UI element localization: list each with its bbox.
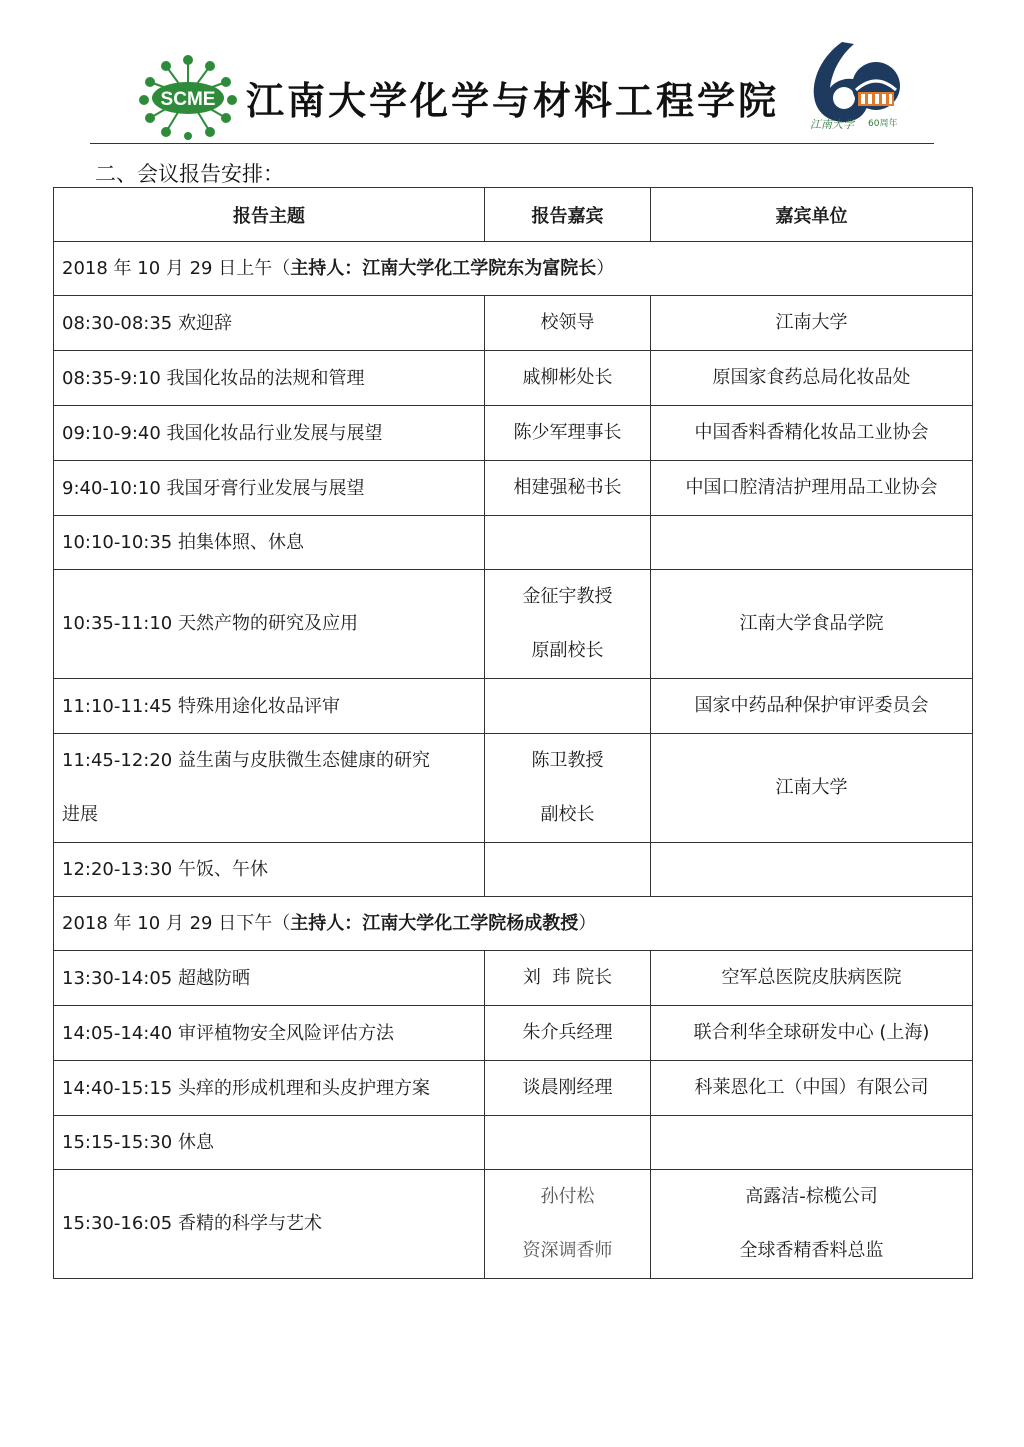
section-title: 二、会议报告安排：	[95, 162, 284, 186]
organization-cell	[651, 1116, 973, 1170]
organization-cell: 国家中药品种保护审评委员会	[651, 679, 973, 734]
organization-cell: 中国香料香精化妆品工业协会	[651, 406, 973, 461]
speaker-cell	[485, 679, 651, 734]
table-row	[54, 570, 973, 679]
topic-cell: 15:30-16:05 香精的科学与艺术	[54, 1170, 485, 1279]
speaker-cell	[485, 516, 651, 570]
table-row	[54, 1116, 973, 1170]
table-row	[54, 951, 973, 1006]
topic-line: 11:45-12:20 益生菌与皮肤微生态健康的研究	[62, 750, 430, 771]
table-row	[54, 679, 973, 734]
organization-cell: 江南大学	[651, 296, 973, 351]
speaker-name: 陈卫教授	[531, 750, 604, 771]
column-header-topic: 报告主题	[54, 188, 485, 242]
header-divider	[90, 143, 934, 144]
organization-cell: 中国口腔清洁护理用品工业协会	[651, 461, 973, 516]
speaker-title: 副校长	[540, 804, 595, 825]
topic-cell: 10:10-10:35 拍集体照、休息	[54, 516, 485, 570]
table-row	[54, 843, 973, 897]
column-header-speaker: 报告嘉宾	[485, 188, 651, 242]
table-row	[54, 296, 973, 351]
organization-cell: 江南大学	[651, 734, 973, 843]
anniversary-text: 60周年	[868, 119, 898, 129]
session-row-morning	[54, 242, 973, 296]
table-row	[54, 734, 973, 843]
topic-cell: 14:05-14:40 审评植物安全风险评估方法	[54, 1006, 485, 1061]
table-row	[54, 461, 973, 516]
table-row	[54, 1006, 973, 1061]
session-host: 主持人：江南大学化工学院杨成教授	[290, 913, 579, 934]
speaker-name: 孙付松	[540, 1186, 595, 1207]
speaker-cell: 相建强秘书长	[485, 461, 651, 516]
school-logo-icon	[136, 52, 240, 140]
speaker-title: 原副校长	[531, 640, 604, 661]
speaker-name: 金征宇教授	[522, 586, 613, 607]
schedule-table	[53, 187, 973, 1279]
topic-cell: 08:30-08:35 欢迎辞	[54, 296, 485, 351]
speaker-cell: 校领导	[485, 296, 651, 351]
organization-cell: 科莱恩化工（中国）有限公司	[651, 1061, 973, 1116]
speaker-cell	[485, 734, 651, 843]
speaker-cell	[485, 1170, 651, 1279]
speaker-cell	[485, 570, 651, 679]
session-suffix: ）	[596, 258, 615, 279]
table-row	[54, 351, 973, 406]
session-suffix: ）	[578, 913, 597, 934]
table-row	[54, 1170, 973, 1279]
organization-cell: 空军总医院皮肤病医院	[651, 951, 973, 1006]
organization-line: 全球香精香料总监	[739, 1240, 884, 1261]
table-header-row	[54, 188, 973, 242]
topic-cell: 12:20-13:30 午饭、午休	[54, 843, 485, 897]
topic-line: 进展	[62, 804, 98, 825]
organization-cell	[651, 516, 973, 570]
topic-cell: 14:40-15:15 头痒的形成机理和头皮护理方案	[54, 1061, 485, 1116]
session-heading-afternoon	[54, 897, 973, 951]
topic-cell: 9:40-10:10 我国牙膏行业发展与展望	[54, 461, 485, 516]
organization-cell: 原国家食药总局化妆品处	[651, 351, 973, 406]
topic-cell: 15:15-15:30 休息	[54, 1116, 485, 1170]
page-header	[0, 0, 1024, 145]
speaker-cell	[485, 843, 651, 897]
topic-cell	[54, 734, 485, 843]
speaker-cell: 刘 玮 院长	[485, 951, 651, 1006]
table-row	[54, 516, 973, 570]
column-header-organization: 嘉宾单位	[651, 188, 973, 242]
table-row	[54, 406, 973, 461]
speaker-cell: 朱介兵经理	[485, 1006, 651, 1061]
table-row	[54, 1061, 973, 1116]
organization-cell	[651, 1170, 973, 1279]
topic-cell: 08:35-9:10 我国化妆品的法规和管理	[54, 351, 485, 406]
speaker-cell	[485, 1116, 651, 1170]
session-heading-morning	[54, 242, 973, 296]
topic-cell: 11:10-11:45 特殊用途化妆品评审	[54, 679, 485, 734]
organization-cell: 联合利华全球研发中心 (上海)	[651, 1006, 973, 1061]
school-logo-text: SCME	[160, 89, 216, 110]
school-name: 江南大学化学与材料工程学院	[246, 78, 780, 123]
organization-cell: 江南大学食品学院	[651, 570, 973, 679]
session-date: 2018 年 10 月 29 日上午（	[62, 258, 291, 279]
anniversary-signature: 江南大学	[810, 118, 854, 131]
speaker-cell: 陈少军理事长	[485, 406, 651, 461]
speaker-cell: 戚柳彬处长	[485, 351, 651, 406]
session-host: 主持人：江南大学化工学院东为富院长	[290, 258, 597, 279]
topic-cell: 13:30-14:05 超越防晒	[54, 951, 485, 1006]
topic-cell: 10:35-11:10 天然产物的研究及应用	[54, 570, 485, 679]
topic-cell: 09:10-9:40 我国化妆品行业发展与展望	[54, 406, 485, 461]
organization-cell	[651, 843, 973, 897]
session-date: 2018 年 10 月 29 日下午（	[62, 913, 291, 934]
organization-line: 高露洁-棕榄公司	[745, 1186, 878, 1207]
speaker-title: 资深调香师	[522, 1240, 613, 1261]
session-row-afternoon	[54, 897, 973, 951]
speaker-cell: 谈晨刚经理	[485, 1061, 651, 1116]
